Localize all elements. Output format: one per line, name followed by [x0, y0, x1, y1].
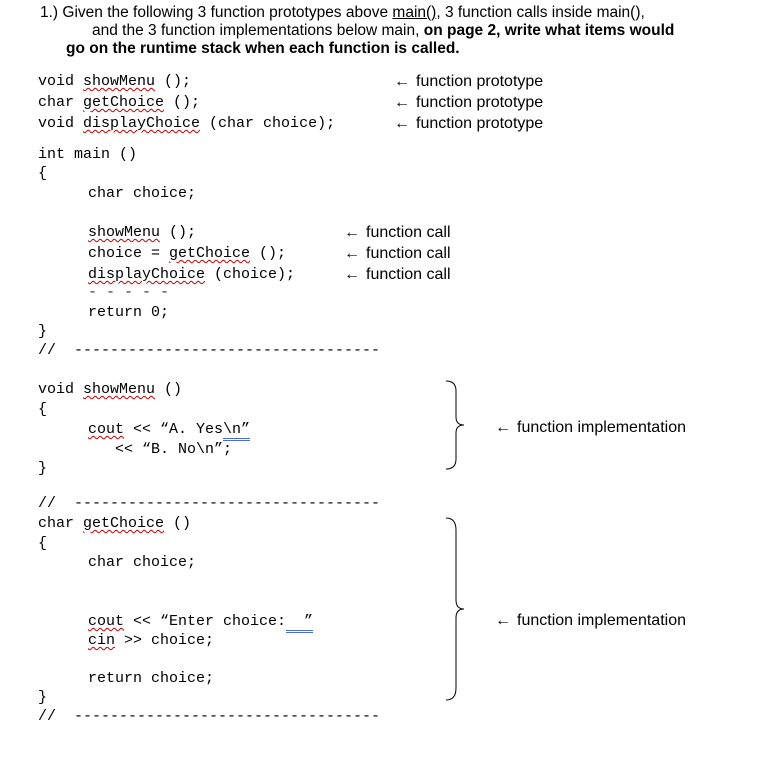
cout-enter-choice: cout << “Enter choice: ” [88, 612, 313, 632]
left-arrow-icon: ← [394, 94, 410, 111]
impl-getchoice-brace-open: { [38, 535, 48, 552]
cin-choice: cin >> choice; [88, 632, 215, 649]
left-arrow-icon: ← [394, 73, 410, 90]
main-underlined: main() [392, 4, 437, 21]
impl-showmenu-brace-close: } [38, 460, 48, 477]
left-arrow-icon: ← [495, 419, 511, 436]
annotation-implementation-2: ← function implementation [495, 612, 686, 629]
cout-no: << “B. No\n”; [88, 441, 233, 458]
prototype-3: void displayChoice (char choice); [38, 115, 336, 132]
left-arrow-icon: ← [495, 612, 511, 629]
main-signature: int main () [38, 146, 138, 163]
annotation-call-2: ← function call [344, 245, 451, 262]
getchoice-return: return choice; [88, 670, 215, 687]
left-arrow-icon: ← [344, 224, 360, 241]
impl-getchoice-brace-close: } [38, 689, 48, 706]
separator-3: // ---------------------------------- [38, 708, 381, 725]
call-displaychoice: displayChoice (choice); [88, 266, 296, 283]
prototype-2: char getChoice (); [38, 94, 201, 111]
right-brace-2 [444, 516, 466, 702]
question-text [40, 4, 740, 58]
left-arrow-icon: ← [394, 115, 410, 132]
annotation-prototype-2: ← function prototype [394, 94, 544, 111]
annotation-prototype-3: ← function prototype [394, 115, 544, 132]
call-showmenu: showMenu (); [88, 224, 197, 241]
question-line-1: 1.) Given the following 3 function prototypes above main(), 3 function calls inside main(), [40, 4, 645, 21]
annotation-call-3: ← function call [344, 266, 451, 283]
main-return: return 0; [88, 304, 170, 321]
impl-showmenu-brace-open: { [38, 401, 48, 418]
annotation-implementation-1: ← function implementation [495, 419, 686, 436]
annotation-prototype-1: ← function prototype [394, 73, 544, 90]
question-line-2: and the 3 function implementations below main, on page 2, write what items would [92, 22, 675, 39]
separator-2: // ---------------------------------- [38, 495, 381, 512]
left-arrow-icon: ← [344, 266, 360, 283]
impl-showmenu-signature: void showMenu () [38, 381, 183, 398]
cout-yes: cout << “A. Yes\n” [88, 420, 250, 440]
main-declaration: char choice; [88, 185, 197, 202]
main-brace-close: } [38, 323, 48, 340]
left-arrow-icon: ← [344, 245, 360, 262]
short-dashes: - - - - - [88, 284, 170, 301]
getchoice-declaration: char choice; [88, 554, 197, 571]
impl-getchoice-signature: char getChoice () [38, 515, 192, 532]
call-getchoice: choice = getChoice (); [88, 245, 287, 262]
separator-1: // ---------------------------------- [38, 342, 381, 359]
prototype-1: void showMenu (); [38, 73, 192, 90]
main-brace-open: { [38, 165, 48, 182]
right-brace-1 [444, 379, 466, 471]
question-line-3: go on the runtime stack when each function is called. [66, 40, 460, 57]
annotation-call-1: ← function call [344, 224, 451, 241]
